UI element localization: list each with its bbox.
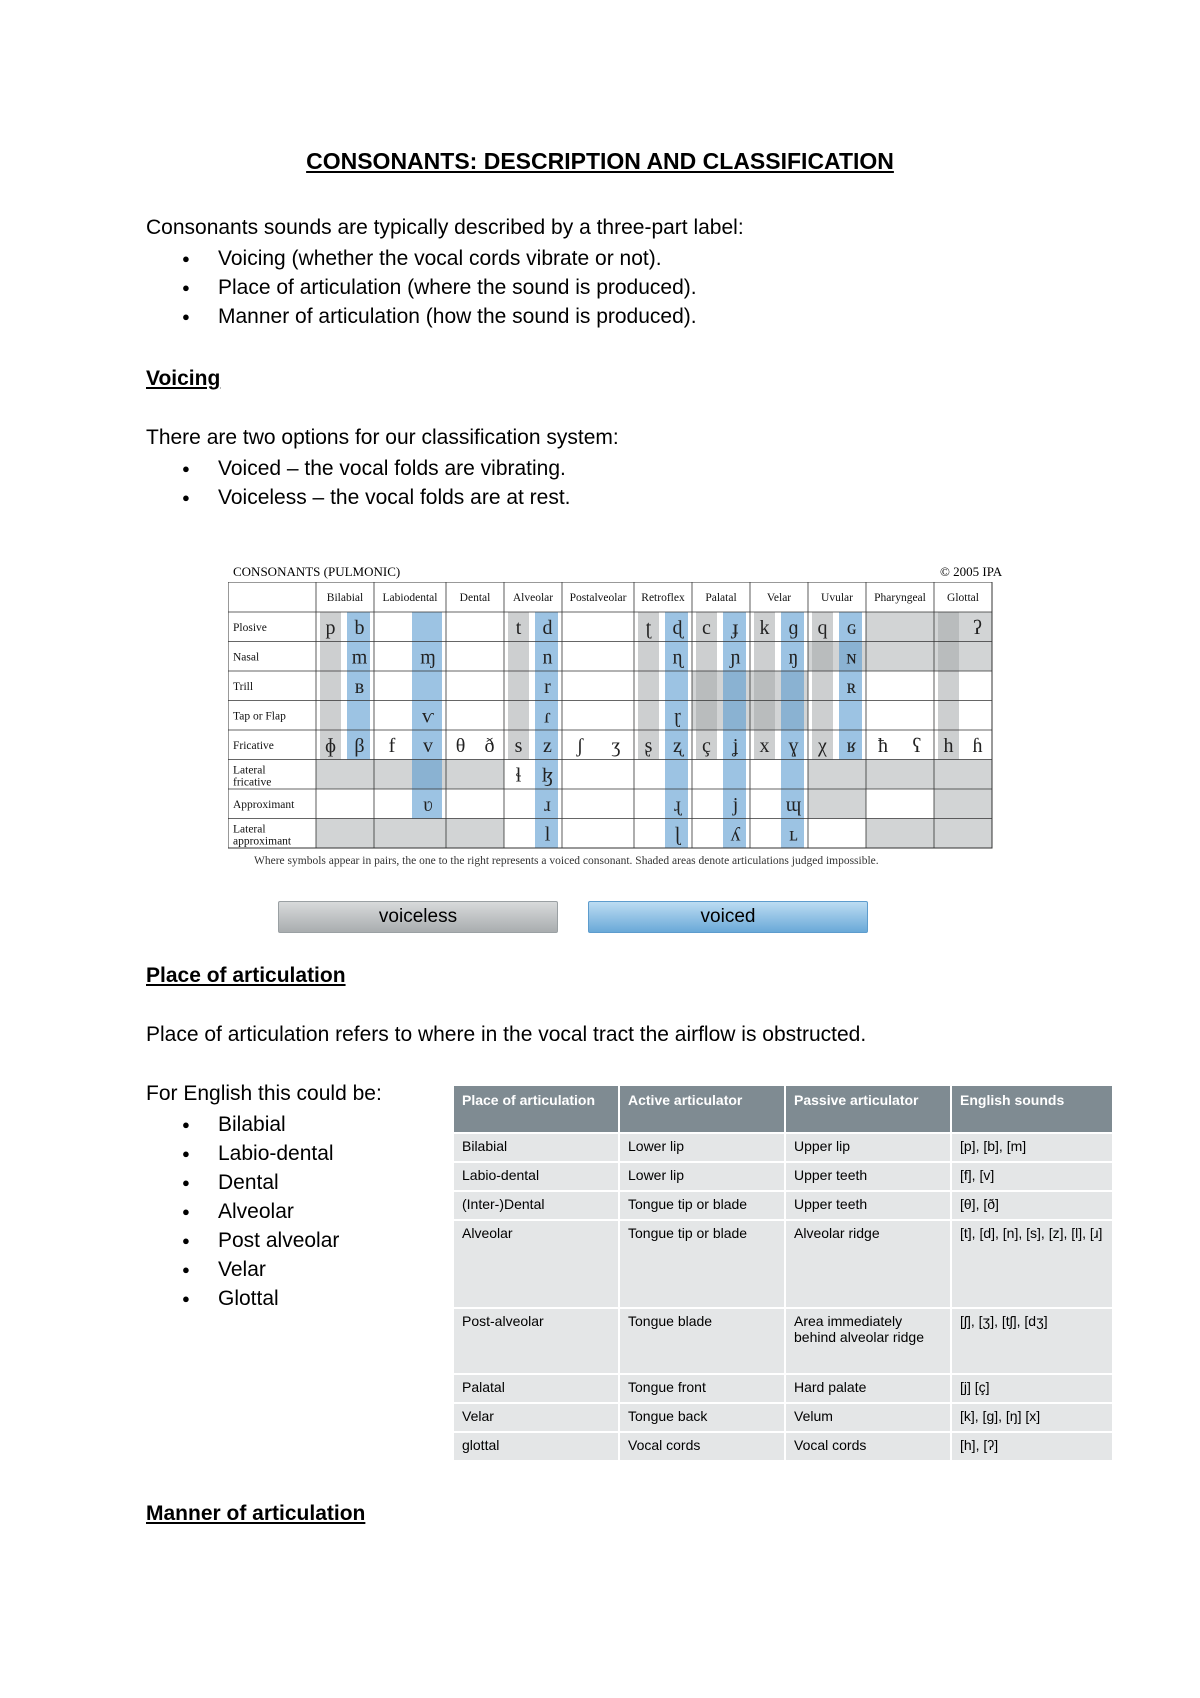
ipa-symbol: t bbox=[515, 616, 522, 639]
table-cell: Upper lip bbox=[786, 1134, 950, 1161]
table-cell: [t], [d], [n], [s], [z], [l], [ɹ] bbox=[952, 1221, 1112, 1307]
list-item: ● Glottal bbox=[146, 1284, 339, 1313]
ipa-symbol: r bbox=[544, 675, 551, 698]
ipa-symbol: ɻ bbox=[674, 793, 681, 816]
list-item: ● Voicing (whether the vocal cords vibrate or not). bbox=[146, 244, 697, 273]
ipa-symbol: ʈ bbox=[645, 616, 652, 639]
ipa-symbol: ʔ bbox=[973, 616, 982, 639]
table-row bbox=[454, 1309, 1112, 1373]
ipa-symbol: ɬ bbox=[515, 764, 522, 787]
list-item: ● Manner of articulation (how the sound is produced). bbox=[146, 302, 697, 331]
impossible-cell-shade bbox=[866, 819, 934, 849]
ipa-symbol: j bbox=[732, 793, 739, 816]
voiceless-legend-button[interactable]: voiceless bbox=[278, 901, 558, 933]
table-cell: [h], [ʔ] bbox=[952, 1433, 1112, 1460]
table-cell: Lower lip bbox=[620, 1134, 784, 1161]
ipa-symbol: z bbox=[543, 734, 552, 757]
place-description: Place of articulation refers to where in the vocal tract the airflow is obstructed. bbox=[146, 1023, 867, 1046]
column-header: Uvular bbox=[821, 592, 853, 604]
ipa-symbol: θ bbox=[455, 734, 466, 757]
table-cell: [θ], [ð] bbox=[952, 1192, 1112, 1219]
row-header: Tap or Flap bbox=[233, 710, 286, 723]
ipa-symbol: ʃ bbox=[576, 734, 584, 757]
ipa-symbol: ʀ bbox=[846, 675, 857, 698]
table-cell: [f], [v] bbox=[952, 1163, 1112, 1190]
ipa-symbol: c bbox=[702, 616, 711, 639]
table-cell: (Inter-)Dental bbox=[454, 1192, 618, 1219]
impossible-cell-shade bbox=[934, 789, 992, 819]
ipa-symbol: s bbox=[514, 734, 523, 757]
table-cell: [p], [b], [m] bbox=[952, 1134, 1112, 1161]
ipa-symbol: p bbox=[325, 616, 336, 639]
row-header: Lateral fricative bbox=[233, 764, 272, 789]
ipa-symbol: h bbox=[943, 734, 954, 757]
ipa-symbol: d bbox=[542, 616, 553, 639]
ipa-symbol: ħ bbox=[878, 734, 888, 757]
impossible-cell-shade bbox=[866, 612, 934, 642]
column-header: Pharyngeal bbox=[874, 592, 926, 604]
table-cell: Upper teeth bbox=[786, 1192, 950, 1219]
column-header: Bilabial bbox=[326, 592, 364, 604]
intro-list bbox=[146, 244, 697, 331]
ipa-symbol: ɸ bbox=[324, 734, 337, 757]
column-header: Postalveolar bbox=[569, 592, 627, 604]
table-cell: Tongue back bbox=[620, 1404, 784, 1431]
table-cell: glottal bbox=[454, 1433, 618, 1460]
ipa-symbol: ʎ bbox=[730, 823, 741, 846]
impossible-cell-shade bbox=[866, 642, 934, 672]
table-row bbox=[454, 1433, 1112, 1460]
ipa-symbol: ʒ bbox=[611, 734, 621, 757]
ipa-symbol: ŋ bbox=[788, 646, 799, 669]
impossible-cell-shade bbox=[316, 819, 374, 849]
table-cell: [ʃ], [ʒ], [tʃ], [dʒ] bbox=[952, 1309, 1112, 1373]
table-header: Passive articulator bbox=[786, 1086, 950, 1132]
ipa-symbol: ɰ bbox=[785, 793, 802, 816]
ipa-symbol: β bbox=[354, 734, 365, 757]
ipa-symbol: ɴ bbox=[846, 646, 857, 669]
ipa-symbol: ɭ bbox=[674, 823, 681, 846]
ipa-symbol: ɲ bbox=[730, 646, 741, 669]
list-item: ● Place of articulation (where the sound is produced). bbox=[146, 273, 697, 302]
table-cell: Upper teeth bbox=[786, 1163, 950, 1190]
ipa-symbol: ɣ bbox=[788, 734, 799, 757]
ipa-symbol: ð bbox=[484, 734, 495, 757]
table-cell: Labio-dental bbox=[454, 1163, 618, 1190]
intro-lead: Consonants sounds are typically described by a three-part label: bbox=[146, 216, 744, 239]
table-row bbox=[454, 1375, 1112, 1402]
list-item: ● Voiced – the vocal folds are vibrating. bbox=[146, 454, 571, 483]
table-row bbox=[454, 1134, 1112, 1161]
table-cell: Velar bbox=[454, 1404, 618, 1431]
ipa-symbol: ʟ bbox=[789, 823, 798, 846]
impossible-cell-shade bbox=[808, 760, 866, 790]
ipa-symbol: m bbox=[351, 646, 368, 669]
ipa-symbol: f bbox=[388, 734, 396, 757]
column-header: Velar bbox=[766, 592, 792, 604]
column-header: Palatal bbox=[705, 592, 737, 604]
list-item: ● Labio-dental bbox=[146, 1139, 339, 1168]
table-cell: [j] [ç] bbox=[952, 1375, 1112, 1402]
voiced-legend-button[interactable]: voiced bbox=[588, 901, 868, 933]
ipa-symbol: ɖ bbox=[672, 616, 683, 639]
ipa-symbol: χ bbox=[818, 734, 827, 757]
ipa-symbol: k bbox=[759, 616, 770, 639]
ipa-symbol: x bbox=[759, 734, 770, 757]
ipa-symbol: ʁ bbox=[846, 734, 857, 757]
ipa-symbol: ʝ bbox=[732, 734, 739, 757]
table-cell: [k], [g], [ŋ] [x] bbox=[952, 1404, 1112, 1431]
row-header: Nasal bbox=[233, 651, 260, 664]
ipa-symbol: ç bbox=[702, 734, 711, 757]
ipa-symbol: ɽ bbox=[674, 705, 681, 728]
column-header: Labiodental bbox=[382, 592, 438, 604]
place-articulation-table bbox=[452, 1084, 1114, 1462]
impossible-cell-shade bbox=[446, 760, 504, 790]
ipa-symbol: ɳ bbox=[672, 646, 683, 669]
ipa-symbol: ɮ bbox=[541, 764, 554, 787]
list-item: ● Alveolar bbox=[146, 1197, 339, 1226]
ipa-copyright: © 2005 IPA bbox=[940, 564, 1003, 579]
table-cell: Area immediately behind alveolar ridge bbox=[786, 1309, 950, 1373]
column-header: Glottal bbox=[947, 592, 979, 604]
ipa-symbol: ɢ bbox=[846, 616, 857, 639]
ipa-symbol: q bbox=[817, 616, 828, 639]
table-row bbox=[454, 1192, 1112, 1219]
table-cell: Vocal cords bbox=[620, 1433, 784, 1460]
list-item: ● Bilabial bbox=[146, 1110, 339, 1139]
impossible-cell-shade bbox=[316, 760, 374, 790]
impossible-cell-shade bbox=[808, 789, 866, 819]
table-cell: Velum bbox=[786, 1404, 950, 1431]
table-header: English sounds bbox=[952, 1086, 1112, 1132]
list-item: ● Velar bbox=[146, 1255, 339, 1284]
table-header: Active articulator bbox=[620, 1086, 784, 1132]
table-row bbox=[454, 1404, 1112, 1431]
ipa-symbol: ɱ bbox=[420, 646, 436, 669]
column-header: Dental bbox=[459, 592, 491, 604]
ipa-symbol: ɟ bbox=[732, 616, 739, 639]
ipa-symbol: ʕ bbox=[912, 734, 922, 757]
ipa-consonant-chart bbox=[228, 582, 1014, 850]
list-item: ● Post alveolar bbox=[146, 1226, 339, 1255]
ipa-symbol: v bbox=[423, 734, 433, 757]
voicing-list bbox=[146, 454, 571, 512]
impossible-cell-shade bbox=[934, 760, 992, 790]
ipa-symbol: ʋ bbox=[423, 793, 433, 816]
ipa-symbol: b bbox=[354, 616, 365, 639]
table-cell: Alveolar bbox=[454, 1221, 618, 1307]
table-header-row bbox=[454, 1086, 1112, 1132]
table-row bbox=[454, 1163, 1112, 1190]
column-header: Alveolar bbox=[512, 592, 554, 604]
page-title: CONSONANTS: DESCRIPTION AND CLASSIFICATION bbox=[306, 148, 894, 174]
row-header: Lateral approximant bbox=[233, 823, 292, 848]
ipa-symbol: ⱱ bbox=[422, 705, 434, 728]
row-header: Fricative bbox=[233, 739, 274, 752]
ipa-chart-title: CONSONANTS (PULMONIC) bbox=[233, 564, 401, 579]
ipa-symbol: ɾ bbox=[544, 705, 551, 728]
table-cell: Post-alveolar bbox=[454, 1309, 618, 1373]
table-row bbox=[454, 1221, 1112, 1307]
ipa-symbol: ʂ bbox=[644, 734, 653, 757]
voicing-lead: There are two options for our classification system: bbox=[146, 426, 619, 449]
row-header: Trill bbox=[233, 680, 254, 693]
row-header: Approximant bbox=[233, 798, 295, 811]
table-header: Place of articulation bbox=[454, 1086, 618, 1132]
table-cell: Palatal bbox=[454, 1375, 618, 1402]
place-heading: Place of articulation bbox=[146, 964, 346, 987]
place-lead: For English this could be: bbox=[146, 1082, 382, 1105]
voicing-heading: Voicing bbox=[146, 367, 221, 390]
row-header: Plosive bbox=[233, 621, 267, 634]
table-cell: Tongue tip or blade bbox=[620, 1221, 784, 1307]
column-header: Retroflex bbox=[641, 592, 685, 604]
table-cell: Tongue front bbox=[620, 1375, 784, 1402]
table-cell: Bilabial bbox=[454, 1134, 618, 1161]
manner-heading: Manner of articulation bbox=[146, 1502, 366, 1525]
ipa-chart-note: Where symbols appear in pairs, the one to the right represents a voiced consonant. Shaded areas denote articulations judged impossible. bbox=[254, 855, 879, 867]
table-cell: Lower lip bbox=[620, 1163, 784, 1190]
table-cell: Tongue tip or blade bbox=[620, 1192, 784, 1219]
list-item: ● Dental bbox=[146, 1168, 339, 1197]
impossible-cell-shade bbox=[934, 819, 992, 849]
impossible-cell-shade bbox=[866, 760, 934, 790]
impossible-cell-shade bbox=[374, 819, 446, 849]
table-cell: Alveolar ridge bbox=[786, 1221, 950, 1307]
ipa-symbol: ʙ bbox=[354, 675, 365, 698]
impossible-cell-shade bbox=[446, 819, 504, 849]
place-list bbox=[146, 1110, 339, 1313]
table-cell: Tongue blade bbox=[620, 1309, 784, 1373]
ipa-symbol: l bbox=[544, 823, 551, 846]
ipa-symbol: ɦ bbox=[972, 734, 983, 757]
list-item: ● Voiceless – the vocal folds are at rest. bbox=[146, 483, 571, 512]
table-cell: Hard palate bbox=[786, 1375, 950, 1402]
ipa-symbol: n bbox=[542, 646, 553, 669]
ipa-symbol: ʐ bbox=[673, 734, 682, 757]
ipa-symbol: ɡ bbox=[788, 616, 799, 639]
ipa-symbol: ɹ bbox=[544, 793, 551, 816]
table-cell: Vocal cords bbox=[786, 1433, 950, 1460]
